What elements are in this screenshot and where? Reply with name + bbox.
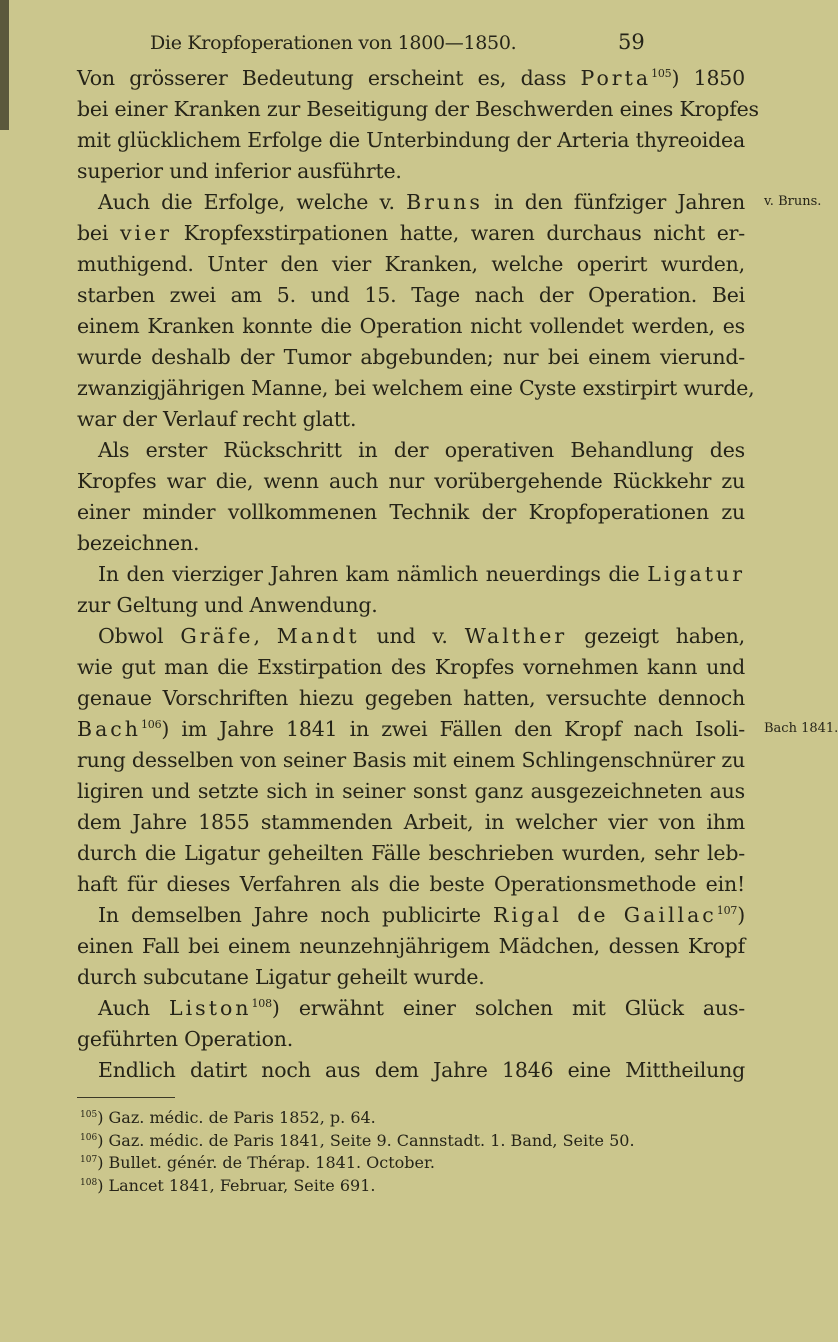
text-line bbox=[98, 438, 745, 462]
text-segment: Endlich datirt noch aus dem Jahre 1846 eine Mittheilung bbox=[98, 1058, 745, 1082]
text-segment: ) 1850 bbox=[671, 66, 745, 90]
text-line bbox=[77, 810, 745, 834]
text-line bbox=[77, 500, 745, 524]
text-segment: war der Verlauf recht glatt. bbox=[77, 407, 357, 431]
footnote bbox=[80, 1153, 435, 1173]
footnote bbox=[80, 1176, 375, 1196]
text-segment: durch die Ligatur geheilten Fälle beschrieben wurden, sehr leb- bbox=[77, 841, 745, 865]
text-line bbox=[77, 345, 745, 369]
text-line bbox=[77, 531, 745, 555]
text-segment: Kropfes war die, wenn auch nur vorübergehende Rückkehr zu bbox=[77, 469, 745, 493]
text-segment: einen Fall bei einem neunzehnjährigem Mädchen, dessen Kropf bbox=[77, 934, 745, 958]
text-line bbox=[98, 562, 745, 586]
text-line bbox=[98, 624, 745, 648]
text-segment: Als erster Rückschritt in der operativen Behandlung des bbox=[98, 438, 745, 462]
text-segment: wie gut man die Exstirpation des Kropfes vornehmen kann und bbox=[77, 655, 745, 679]
spaced-name: Porta bbox=[580, 66, 652, 90]
text-segment: mit glücklichem Erfolge die Unterbindung der Arteria thyreoidea bbox=[77, 128, 745, 152]
text-line bbox=[77, 252, 745, 276]
text-segment: ) bbox=[737, 903, 745, 927]
text-segment: In demselben Jahre noch publicirte bbox=[98, 903, 493, 927]
text-segment: superior und inferior ausführte. bbox=[77, 159, 402, 183]
spaced-name: Mandt bbox=[276, 624, 360, 648]
text-line bbox=[77, 283, 745, 307]
spaced-name: Liston bbox=[169, 996, 252, 1020]
text-line bbox=[77, 221, 745, 245]
text-line bbox=[98, 1058, 745, 1082]
footnote-ref: 105 bbox=[651, 67, 672, 80]
text-segment: In den vierziger Jahren kam nämlich neuerdings die bbox=[98, 562, 648, 586]
text-segment: Kropfexstirpationen hatte, waren durchaus nicht er- bbox=[172, 221, 745, 245]
text-segment: einem Kranken konnte die Operation nicht vollendet werden, es bbox=[77, 314, 745, 338]
text-segment: Auch bbox=[98, 996, 170, 1020]
text-segment: rung desselben von seiner Basis mit einem Schlingenschnürer zu bbox=[77, 748, 745, 772]
text-line bbox=[77, 97, 759, 121]
footnote-ref: 106 bbox=[140, 718, 162, 731]
footnote-ref: 107 bbox=[716, 904, 738, 917]
text-segment: Von grösserer Bedeutung erscheint es, dass bbox=[77, 66, 581, 90]
text-segment: dem Jahre 1855 stammenden Arbeit, in welcher vier von ihm bbox=[77, 810, 745, 834]
text-segment: ) erwähnt einer solchen mit Glück aus- bbox=[271, 996, 745, 1020]
text-line bbox=[77, 407, 745, 431]
text-line bbox=[98, 903, 745, 927]
footnote-rule bbox=[77, 1097, 175, 1098]
text-segment: starben zwei am 5. und 15. Tage nach der Operation. Bei bbox=[77, 283, 745, 307]
footnote-text: ) Gaz. médic. de Paris 1841, Seite 9. Cannstadt. 1. Band, Seite 50. bbox=[97, 1130, 635, 1150]
text-segment: und v. bbox=[359, 624, 465, 648]
text-line bbox=[98, 190, 745, 214]
spaced-name: Ligatur bbox=[647, 562, 745, 586]
footnote-text: ) Bullet. génér. de Thérap. 1841. October. bbox=[97, 1153, 435, 1172]
spaced-name: Rigal de Gaillac bbox=[492, 903, 717, 927]
footnote bbox=[80, 1131, 635, 1151]
text-segment: bei bbox=[77, 221, 120, 245]
text-line bbox=[77, 469, 745, 493]
footnote-text: ) Gaz. médic. de Paris 1852, p. 64. bbox=[97, 1108, 376, 1127]
text-line bbox=[77, 655, 745, 679]
footnote bbox=[80, 1108, 376, 1128]
footnote-number: 106 bbox=[80, 1132, 98, 1143]
text-line bbox=[77, 314, 745, 338]
text-segment: haft für dieses Verfahren als die beste Operationsmethode ein! bbox=[77, 872, 745, 896]
text-line bbox=[77, 159, 745, 183]
text-line bbox=[77, 779, 745, 803]
text-line bbox=[77, 748, 745, 772]
text-line bbox=[77, 934, 745, 958]
text-segment: gezeigt haben, bbox=[567, 624, 745, 648]
text-segment: ligiren und setzte sich in seiner sonst ganz ausgezeichneten aus bbox=[77, 779, 745, 803]
spaced-name: Bruns bbox=[406, 190, 483, 214]
text-line bbox=[77, 128, 745, 152]
text-segment: ) im Jahre 1841 in zwei Fällen den Kropf nach Isoli- bbox=[161, 717, 745, 741]
page-binding-edge bbox=[0, 0, 9, 130]
margin-note: v. Bruns. bbox=[764, 194, 822, 209]
spaced-name: Bach bbox=[77, 717, 141, 741]
text-line bbox=[77, 686, 745, 710]
text-segment: in den fünfziger Jahren bbox=[482, 190, 745, 214]
text-segment: Auch die Erfolge, welche v. bbox=[98, 190, 407, 214]
text-line bbox=[77, 593, 745, 617]
text-segment: genaue Vorschriften hiezu gegeben hatten, versuchte dennoch bbox=[77, 686, 745, 710]
spaced-name: vier bbox=[119, 221, 173, 245]
text-segment: einer minder vollkommenen Technik der Kropfoperationen zu bbox=[77, 500, 745, 524]
text-line bbox=[77, 66, 745, 90]
footnote-number: 108 bbox=[80, 1177, 98, 1188]
text-segment: bezeichnen. bbox=[77, 531, 200, 555]
text-line bbox=[77, 872, 745, 896]
spaced-name: Walther bbox=[464, 624, 568, 648]
text-segment: muthigend. Unter den vier Kranken, welche operirt wurden, bbox=[77, 252, 745, 276]
text-line bbox=[77, 841, 745, 865]
margin-note: Bach 1841. bbox=[764, 721, 838, 736]
text-segment: durch subcutane Ligatur geheilt wurde. bbox=[77, 965, 485, 989]
text-line bbox=[77, 376, 755, 400]
footnote-ref: 108 bbox=[251, 997, 272, 1010]
page-number: 59 bbox=[618, 30, 645, 54]
text-line bbox=[98, 996, 745, 1020]
spaced-name: Gräfe bbox=[180, 624, 254, 648]
text-segment: , bbox=[253, 624, 277, 648]
text-line bbox=[77, 717, 745, 741]
footnote-text: ) Lancet 1841, Februar, Seite 691. bbox=[97, 1175, 376, 1195]
text-segment: bei einer Kranken zur Beseitigung der Beschwerden eines Kropfes bbox=[77, 97, 759, 121]
footnote-number: 107 bbox=[80, 1155, 98, 1165]
text-segment: geführten Operation. bbox=[77, 1027, 294, 1051]
text-line bbox=[77, 1027, 745, 1051]
text-segment: zwanzigjährigen Manne, bei welchem eine Cyste exstirpirt wurde, bbox=[77, 376, 755, 400]
text-segment: wurde deshalb der Tumor abgebunden; nur bei einem vierund- bbox=[77, 345, 745, 369]
text-line bbox=[77, 965, 745, 989]
text-segment: Obwol bbox=[98, 624, 181, 648]
running-header: Die Kropfoperationen von 1800—1850. bbox=[150, 32, 517, 54]
text-segment: zur Geltung und Anwendung. bbox=[77, 593, 378, 617]
footnote-number: 105 bbox=[80, 1110, 98, 1120]
